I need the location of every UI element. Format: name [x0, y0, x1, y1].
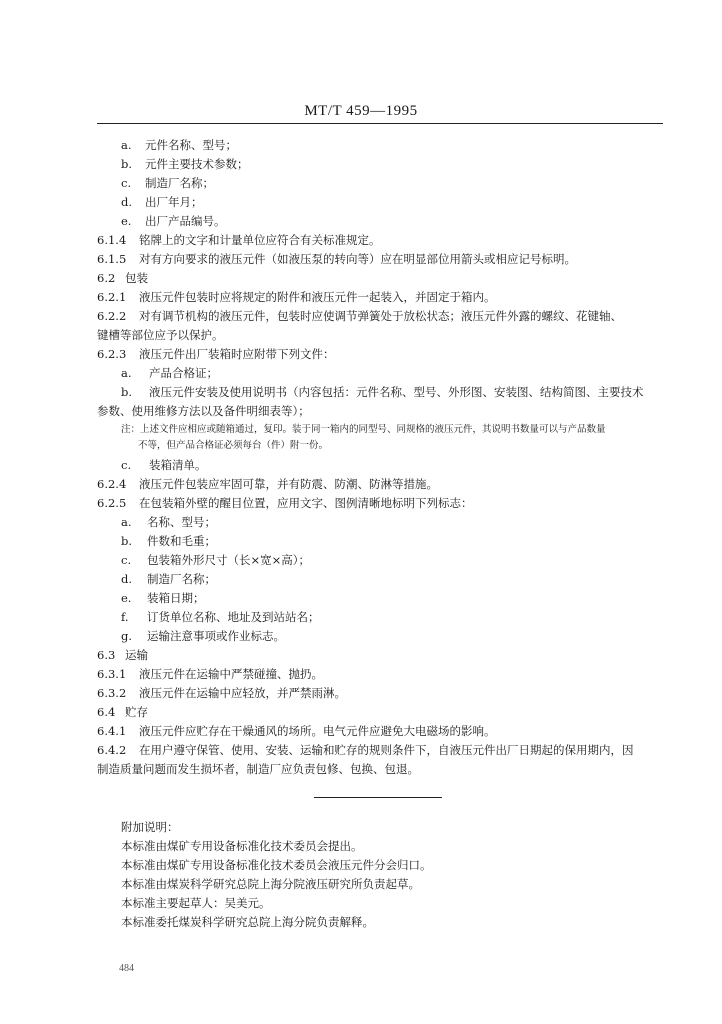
header-rule [97, 123, 663, 124]
appendix-title: 附加说明： [121, 820, 179, 834]
appendix-line: 本标准由煤矿专用设备标准化技术委员会液压元件分会归口。 [121, 858, 432, 872]
section-6-3-heading: 6.3 运输 [97, 648, 148, 662]
clause-6-4-2: 6.4.2 在用户遵守保管、使用、安装、运输和贮存的规则条件下，自液压元件出厂日期起的保用期内，因 [97, 743, 634, 757]
list-item-continued: 参数、使用维修方法以及备件明细表等）； [97, 404, 310, 418]
list-item: d. 出厂年月； [121, 195, 203, 209]
section-6-2-heading: 6.2 包装 [97, 271, 148, 285]
clause-6-4-2-continued: 制造质量问题而发生损坏者，制造厂应负责包修、包换、包退。 [97, 762, 419, 776]
page-header-standard-code: MT/T 459—1995 [304, 103, 418, 119]
list-item: d. 制造厂名称； [121, 572, 216, 586]
appendix-line: 本标准主要起草人：吴美元。 [121, 896, 271, 910]
list-item: a. 产品合格证； [121, 366, 218, 380]
list-item: b. 液压元件安装及使用说明书（内容包括：元件名称、型号、外形图、安装图、结构简图、主要技术 [121, 385, 644, 399]
clause-6-2-2: 6.2.2 对有调节机构的液压元件，包装时应使调节弹簧处于放松状态；液压元件外露的螺纹、花键轴、 [97, 309, 622, 323]
clause-6-3-2: 6.3.2 液压元件在运输中应轻放，并严禁雨淋。 [97, 686, 346, 700]
appendix-line: 本标准由煤炭科学研究总院上海分院液压研究所负责起草。 [121, 877, 420, 891]
list-item: a. 元件名称、型号； [121, 138, 237, 152]
note-line: 注：上述文件应相应或随箱通过，复印。装于同一箱内的同型号、同规格的液压元件，其说明书数量可以与产品数量 [121, 424, 606, 435]
clause-6-2-5: 6.2.5 在包装箱外壁的醒目位置，应用文字、图例清晰地标明下列标志： [97, 496, 473, 510]
clause-6-2-2-continued: 键槽等部位应予以保护。 [97, 328, 224, 342]
list-item: c. 装箱清单。 [121, 458, 207, 472]
clause-6-2-3: 6.2.3 液压元件出厂装箱时应附带下列文件： [97, 347, 335, 361]
list-item: e. 装箱日期； [121, 591, 205, 605]
clause-6-1-5: 6.1.5 对有方向要求的液压元件（如液压泵的转向等）应在明显部位用箭头或相应记号标明。 [97, 252, 576, 266]
clause-6-1-4: 6.1.4 铭牌上的文字和计量单位应符合有关标准规定。 [97, 233, 381, 247]
list-item: a. 名称、型号； [121, 515, 216, 529]
clause-6-4-1: 6.4.1 液压元件应贮存在干燥通风的场所。电气元件应避免大电磁场的影响。 [97, 724, 496, 738]
end-rule [314, 797, 442, 798]
note-line: 不等，但产品合格证必须每台（件）附一份。 [138, 440, 329, 451]
list-item: c. 制造厂名称； [121, 176, 214, 190]
appendix-line: 本标准由煤矿专用设备标准化技术委员会提出。 [121, 839, 363, 853]
page-number: 484 [119, 963, 134, 974]
clause-6-2-1: 6.2.1 液压元件包装时应将规定的附件和液压元件一起装入，并固定于箱内。 [97, 290, 496, 304]
list-item: c. 包装箱外形尺寸（长×宽×高）； [121, 553, 311, 567]
list-item: b. 件数和毛重； [121, 534, 216, 548]
appendix-line: 本标准委托煤炭科学研究总院上海分院负责解释。 [121, 915, 374, 929]
list-item: b. 元件主要技术参数； [121, 157, 249, 171]
list-item: g. 运输注意事项或作业标志。 [121, 629, 285, 643]
list-item: f. 订货单位名称、地址及到站站名； [121, 610, 320, 624]
list-item: e. 出厂产品编号。 [121, 214, 226, 228]
section-6-4-heading: 6.4 贮存 [97, 705, 148, 719]
clause-6-2-4: 6.2.4 液压元件包装应牢固可靠，并有防震、防潮、防淋等措施。 [97, 477, 438, 491]
clause-6-3-1: 6.3.1 液压元件在运输中严禁碰撞、抛扔。 [97, 667, 323, 681]
